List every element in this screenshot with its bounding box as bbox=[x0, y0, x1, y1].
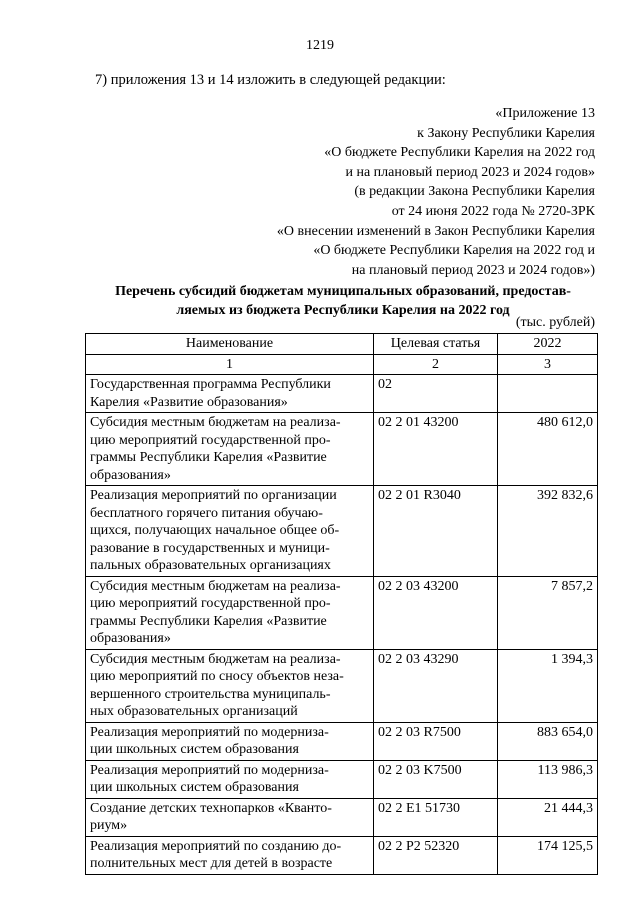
row-target-code: 02 2 01 43200 bbox=[374, 413, 498, 486]
row-name bbox=[86, 486, 374, 577]
table-row bbox=[86, 836, 598, 874]
row-name-line: Создание детских технопарков «Кванто- bbox=[90, 800, 332, 816]
row-amount: 7 857,2 bbox=[498, 576, 598, 649]
row-name bbox=[86, 798, 374, 836]
row-name-line: Государственная программа Республики bbox=[90, 377, 331, 392]
row-name bbox=[86, 722, 374, 760]
table-header-row bbox=[86, 334, 598, 355]
row-name-line: пальных образовательных организациях bbox=[90, 558, 331, 573]
row-amount: 174 125,5 bbox=[498, 836, 598, 874]
row-amount: 883 654,0 bbox=[498, 722, 598, 760]
column-header-name: Наименование bbox=[86, 334, 374, 355]
appendix-line: «Приложение 13 bbox=[495, 106, 595, 121]
row-name-line: Реализация мероприятий по созданию до- bbox=[90, 838, 342, 854]
row-target-code: 02 2 03 K7500 bbox=[374, 760, 498, 798]
row-amount: 1 394,3 bbox=[498, 649, 598, 722]
row-name-line: Реализация мероприятий по модерниза- bbox=[90, 762, 329, 778]
row-name-line: Субсидия местным бюджетам на реализа- bbox=[90, 651, 341, 667]
row-name bbox=[86, 576, 374, 649]
row-name bbox=[86, 375, 374, 413]
row-name-line: Карелия «Развитие образования» bbox=[90, 394, 288, 410]
row-name-line: образования» bbox=[90, 467, 171, 483]
row-target-code: 02 2 03 43200 bbox=[374, 576, 498, 649]
subsidies-table bbox=[85, 333, 598, 875]
row-name-line: бесплатного горячего питания обучаю- bbox=[90, 505, 323, 521]
row-name bbox=[86, 413, 374, 486]
appendix-line: от 24 июня 2022 года № 2720-ЗРК bbox=[391, 203, 595, 219]
row-name-line: цию мероприятий по сносу объектов неза- bbox=[90, 669, 344, 684]
appendix-line: «О внесении изменений в Закон Республики Карелия bbox=[276, 223, 595, 239]
row-target-code: 02 bbox=[374, 375, 498, 413]
table-row bbox=[86, 375, 598, 413]
row-target-code: 02 2 01 R3040 bbox=[374, 486, 498, 577]
appendix-line: «О бюджете Республики Карелия на 2022 год bbox=[324, 145, 595, 161]
row-target-code: 02 2 03 43290 bbox=[374, 649, 498, 722]
row-name-line: образования» bbox=[90, 631, 171, 646]
appendix-header bbox=[115, 104, 595, 280]
row-name-line: Субсидия местным бюджетам на реализа- bbox=[90, 578, 341, 594]
row-name-line: цию мероприятий государственной про- bbox=[90, 596, 331, 611]
row-name-line: цию мероприятий государственной про- bbox=[90, 432, 331, 448]
row-target-code: 02 2 P2 52320 bbox=[374, 836, 498, 874]
appendix-line: и на плановый период 2023 и 2024 годов» bbox=[345, 164, 595, 180]
row-target-code: 02 2 03 R7500 bbox=[374, 722, 498, 760]
row-name-line: риум» bbox=[90, 818, 128, 833]
row-name bbox=[86, 760, 374, 798]
appendix-line: на плановый период 2023 и 2024 годов») bbox=[351, 262, 595, 278]
row-name-line: ции школьных систем образования bbox=[90, 780, 299, 795]
appendix-line: к Закону Республики Карелия bbox=[417, 125, 595, 141]
index-cell: 1 bbox=[86, 354, 374, 375]
intro-text: 7) приложения 13 и 14 изложить в следующей редакции: bbox=[95, 72, 446, 88]
page-number: 1219 bbox=[306, 38, 334, 53]
row-target-code: 02 2 E1 51730 bbox=[374, 798, 498, 836]
row-name bbox=[86, 649, 374, 722]
column-header-code: Целевая статья bbox=[374, 334, 498, 355]
row-name bbox=[86, 836, 374, 874]
row-amount: 113 986,3 bbox=[498, 760, 598, 798]
table-row bbox=[86, 722, 598, 760]
table-row bbox=[86, 649, 598, 722]
table-row bbox=[86, 413, 598, 486]
table-body bbox=[86, 375, 598, 875]
units-label: (тыс. рублей) bbox=[515, 315, 595, 330]
row-name-line: полнительных мест для детей в возрасте bbox=[90, 856, 333, 871]
row-amount: 480 612,0 bbox=[498, 413, 598, 486]
title-line: Перечень субсидий бюджетам муниципальных образований, предостав- bbox=[115, 284, 571, 299]
table-row bbox=[86, 576, 598, 649]
row-name-line: Реализация мероприятий по организации bbox=[90, 488, 337, 503]
row-name-line: граммы Республики Карелия «Развитие bbox=[90, 613, 327, 629]
appendix-line: (в редакции Закона Республики Карелия bbox=[354, 184, 595, 200]
row-name-line: разование в государственных и муници- bbox=[90, 540, 330, 556]
index-cell: 2 bbox=[374, 354, 498, 375]
table-row bbox=[86, 486, 598, 577]
appendix-line: «О бюджете Республики Карелия на 2022 год и bbox=[313, 243, 595, 259]
row-amount: 392 832,6 bbox=[498, 486, 598, 577]
row-name-line: граммы Республики Карелия «Развитие bbox=[90, 450, 327, 465]
row-name-line: ных образовательных организаций bbox=[90, 704, 298, 719]
title-line: ляемых из бюджета Республики Карелия на 2022 год bbox=[176, 302, 510, 318]
row-amount bbox=[498, 375, 598, 413]
index-cell: 3 bbox=[498, 354, 598, 375]
row-amount: 21 444,3 bbox=[498, 798, 598, 836]
row-name-line: вершенного строительства муниципаль- bbox=[90, 686, 331, 702]
row-name-line: Реализация мероприятий по модерниза- bbox=[90, 724, 329, 740]
row-name-line: ции школьных систем образования bbox=[90, 742, 299, 757]
column-header-year: 2022 bbox=[498, 334, 598, 355]
row-name-line: щихся, получающих начальное общее об- bbox=[90, 523, 340, 538]
row-name-line: Субсидия местным бюджетам на реализа- bbox=[90, 415, 341, 430]
table-index-row bbox=[86, 354, 598, 375]
table-row bbox=[86, 760, 598, 798]
table-row bbox=[86, 798, 598, 836]
